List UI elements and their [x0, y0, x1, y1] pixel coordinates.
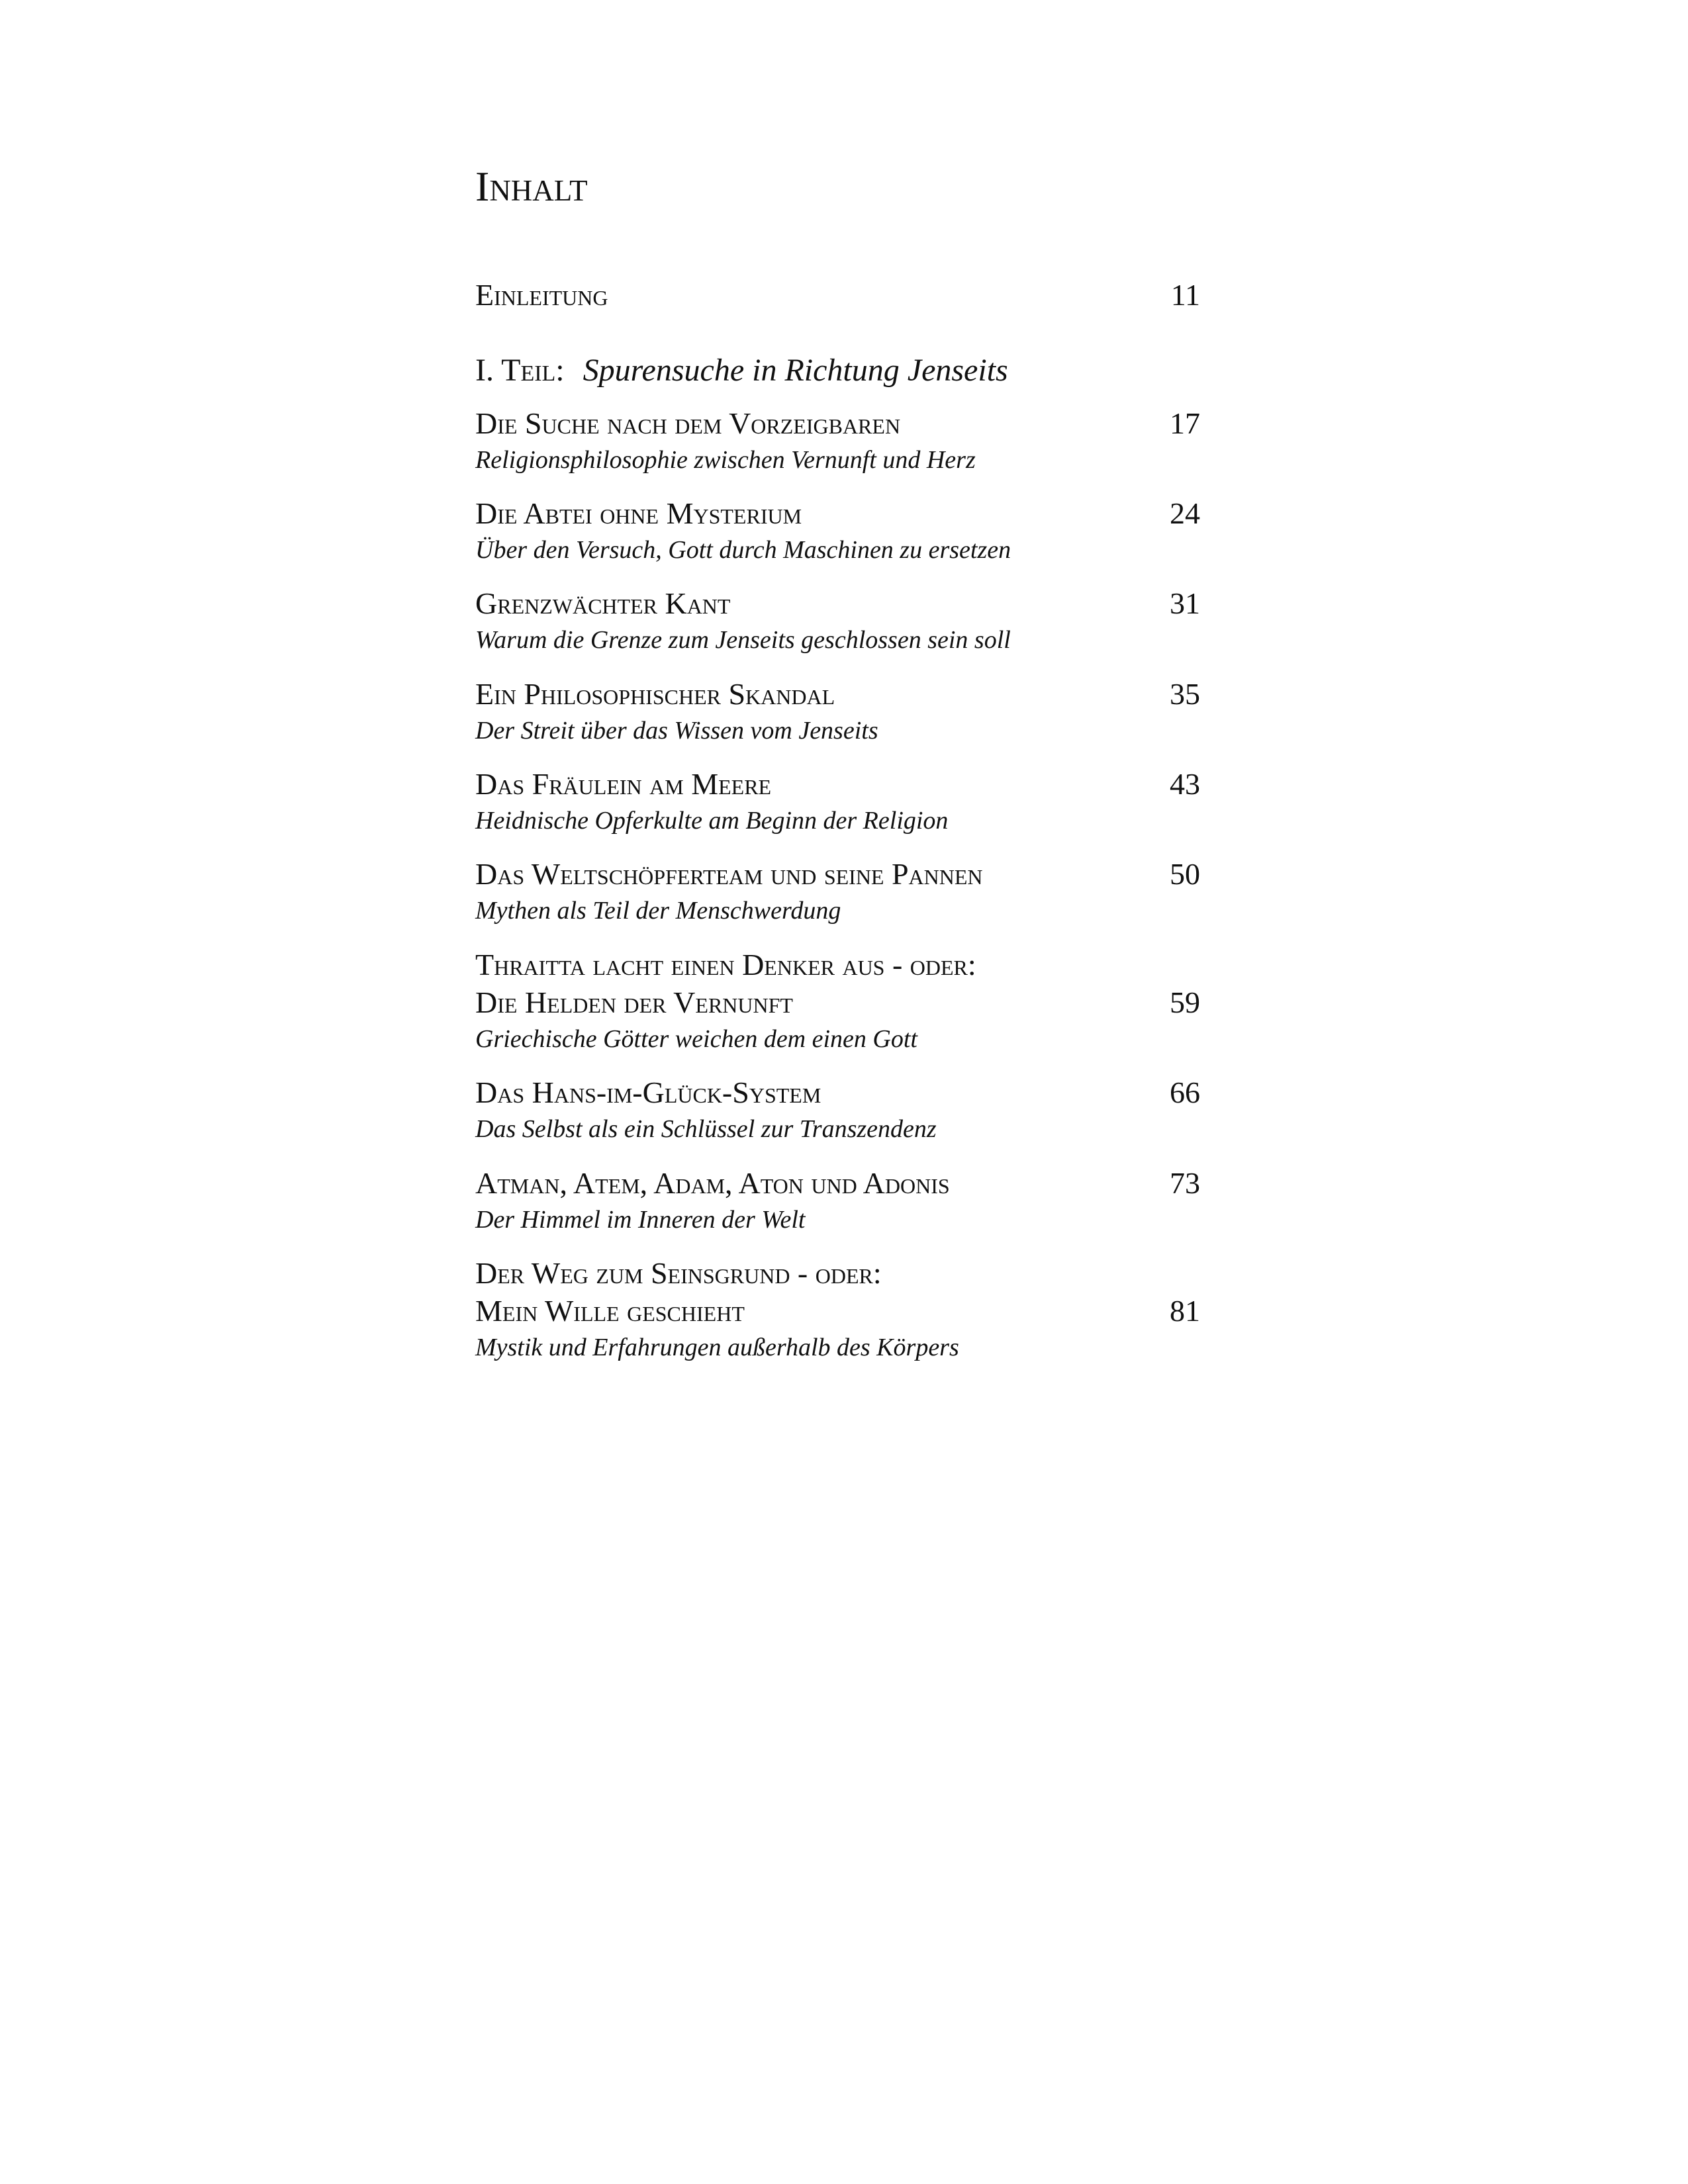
toc-entry-subtitle: Heidnische Opferkulte am Beginn der Religion	[475, 807, 949, 835]
toc-entry-title: Grenzwächter Kant	[475, 586, 731, 620]
toc-entry-page: 73	[1170, 1166, 1200, 1200]
toc-entry-title: Ein Philosophischer Skandal	[475, 677, 835, 711]
toc-entry-title: Das Weltschöpferteam und seine Pannen	[475, 857, 983, 891]
toc-entry-subtitle: Der Streit über das Wissen vom Jenseits	[475, 717, 878, 745]
toc-entry-title: Das Hans-im-Glück-System	[475, 1075, 821, 1109]
toc-entry-introduction-page: 11	[1170, 278, 1200, 312]
toc-entry-title: Das Fräulein am Meere	[475, 767, 772, 801]
toc-entry-title-line1: Der Weg zum Seinsgrund - oder:	[475, 1256, 882, 1290]
toc-entry-page: 35	[1170, 677, 1200, 711]
toc-entry-title-line2: Die Helden der Vernunft	[475, 985, 793, 1019]
toc-entry-title-line1: Thraitta lacht einen Denker aus - oder:	[475, 948, 976, 981]
toc-entry-title: Die Abtei ohne Mysterium	[475, 496, 802, 530]
toc-entry-introduction-title: Einleitung	[475, 278, 608, 312]
part-title: Spurensuche in Richtung Jenseits	[583, 353, 1008, 388]
toc-entry-subtitle: Mystik und Erfahrungen außerhalb des Körpers	[475, 1334, 959, 1361]
toc-entry-subtitle: Religionsphilosophie zwischen Vernunft und Herz	[475, 446, 976, 474]
toc-entry-page: 43	[1170, 767, 1200, 801]
page-title: Inhalt	[475, 163, 588, 210]
toc-entry-subtitle: Warum die Grenze zum Jenseits geschlossen sein soll	[475, 626, 1011, 654]
toc-entry-subtitle: Der Himmel im Inneren der Welt	[475, 1206, 806, 1234]
part-heading	[475, 352, 1008, 389]
toc-entry-subtitle: Das Selbst als ein Schlüssel zur Transzendenz	[475, 1115, 937, 1143]
toc-entry-page: 31	[1170, 586, 1200, 620]
toc-entry-page: 81	[1170, 1294, 1200, 1328]
toc-entry-page: 66	[1170, 1075, 1200, 1109]
toc-entry-title: Die Suche nach dem Vorzeigbaren	[475, 406, 901, 440]
toc-entry-subtitle: Griechische Götter weichen dem einen Gott	[475, 1025, 917, 1053]
part-label: I. Teil:	[475, 353, 565, 388]
toc-entry-subtitle: Mythen als Teil der Menschwerdung	[475, 897, 841, 925]
toc-entry-page: 50	[1170, 857, 1200, 891]
toc-entry-page: 24	[1170, 496, 1200, 530]
toc-entry-subtitle: Über den Versuch, Gott durch Maschinen zu ersetzen	[475, 536, 1011, 564]
toc-entry-page: 17	[1170, 406, 1200, 440]
toc-entry-title: Atman, Atem, Adam, Aton und Adonis	[475, 1166, 950, 1200]
toc-entry-page: 59	[1170, 985, 1200, 1019]
toc-entry-title-line2: Mein Wille geschieht	[475, 1294, 745, 1328]
